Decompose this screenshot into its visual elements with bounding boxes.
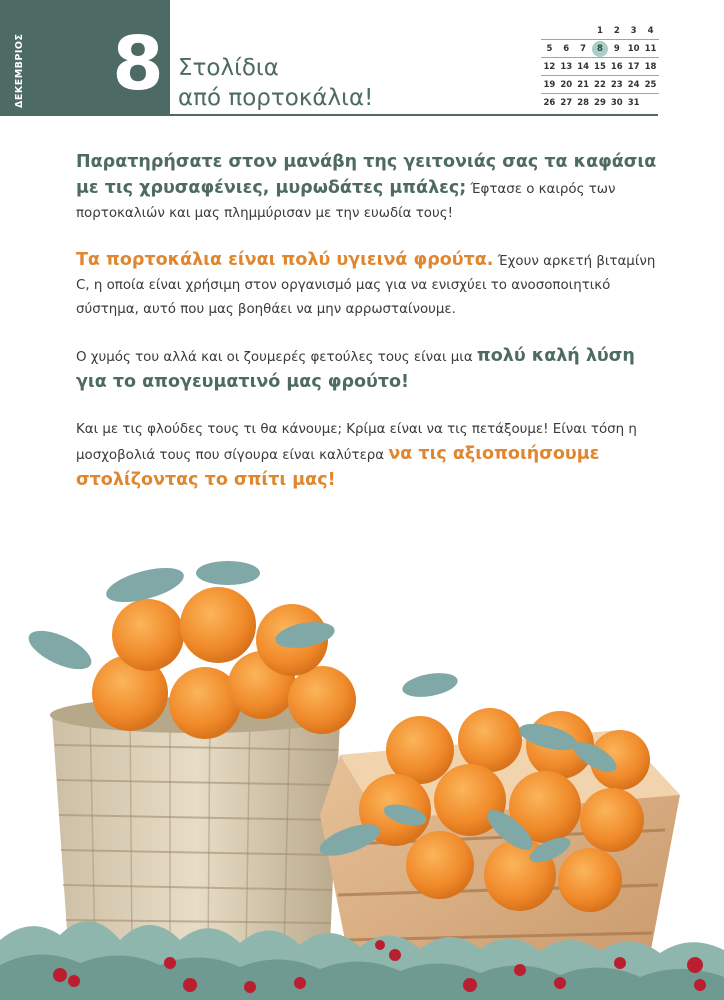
title-line-2: από πορτοκάλια! bbox=[178, 85, 374, 111]
calendar-day: 23 bbox=[608, 76, 625, 94]
calendar-day: 17 bbox=[625, 58, 642, 76]
calendar-day: 4 bbox=[642, 22, 659, 40]
paragraph-2-highlight: Τα πορτοκάλια είναι πολύ υγιεινά φρούτα. bbox=[76, 250, 494, 270]
basket-oranges bbox=[92, 587, 356, 739]
header-band bbox=[0, 0, 170, 116]
calendar-day: 31 bbox=[627, 97, 640, 108]
calendar-day: 27 bbox=[560, 97, 573, 108]
paragraph-2-text: Έχουν αρκετή βιταμίνη C, η οποία είναι χρήσιμη στον οργανισμό μας για να ενισχύει το ανοσοποιητικό σύστημα, αυτό που μας βοηθάει να μην αρρωσταίνουμε. bbox=[76, 254, 656, 317]
day-number: 8 bbox=[112, 21, 164, 107]
calendar-day: 28 bbox=[577, 97, 590, 108]
calendar-day: 8 bbox=[592, 40, 609, 58]
calendar-day: 11 bbox=[642, 40, 659, 58]
paragraph-4 bbox=[76, 418, 666, 494]
calendar-day: 25 bbox=[642, 76, 659, 94]
calendar-day: 14 bbox=[575, 58, 592, 76]
calendar-day bbox=[575, 22, 592, 40]
calendar-day: 2 bbox=[608, 22, 625, 40]
calendar-day: 29 bbox=[594, 97, 606, 108]
calendar-day bbox=[558, 22, 575, 40]
calendar-day: 24 bbox=[625, 76, 642, 94]
calendar-day: 16 bbox=[608, 58, 625, 76]
month-calendar bbox=[541, 22, 659, 111]
paragraph-4-text: Και με τις φλούδες τους τι θα κάνουμε; Κρίμα είναι να τις πετάξουμε! Είναι τόση η μοσχοβολιά τους που σίγουρα είναι καλύτερα bbox=[76, 422, 637, 463]
calendar-day: 18 bbox=[642, 58, 659, 76]
calendar-day: 21 bbox=[575, 76, 592, 94]
calendar-day: 5 bbox=[541, 40, 558, 58]
calendar-week bbox=[541, 76, 659, 94]
calendar-day: 12 bbox=[541, 58, 558, 76]
calendar-day: 20 bbox=[558, 76, 575, 94]
calendar-day: 10 bbox=[625, 40, 642, 58]
calendar-day: 26 bbox=[543, 97, 556, 108]
paragraph-3-text: Ο χυμός του αλλά και οι ζουμερές φετούλες τους είναι μια bbox=[76, 350, 477, 365]
oranges-illustration bbox=[0, 545, 724, 1000]
page-title bbox=[178, 53, 478, 113]
calendar-week bbox=[541, 94, 659, 112]
calendar-day: 13 bbox=[558, 58, 575, 76]
paragraph-3-highlight: πολύ καλή λύση για το απογευματινό μας φρούτο! bbox=[76, 346, 635, 392]
calendar-day bbox=[541, 22, 558, 40]
paragraph-1 bbox=[76, 150, 666, 226]
month-label: ΔΕΚΕΜΒΡΙΟΣ bbox=[14, 33, 25, 108]
calendar-day: 19 bbox=[541, 76, 558, 94]
calendar-week bbox=[541, 22, 659, 40]
paragraph-2 bbox=[76, 248, 666, 322]
paragraph-4-highlight: να τις αξιοποιήσουμε στολίζοντας το σπίτι μας! bbox=[76, 444, 600, 490]
calendar-day: 3 bbox=[625, 22, 642, 40]
calendar-day: 30 bbox=[610, 97, 623, 108]
calendar-day: 22 bbox=[592, 76, 609, 94]
article-body bbox=[76, 150, 666, 516]
paragraph-1-text: Έφτασε ο καιρός των πορτοκαλιών και μας πλημμύρισαν με την ευωδία τους! bbox=[76, 182, 616, 221]
calendar-day bbox=[642, 94, 659, 112]
calendar-day: 1 bbox=[592, 22, 609, 40]
calendar-day: 15 bbox=[592, 58, 609, 76]
paragraph-3 bbox=[76, 344, 666, 396]
calendar-week bbox=[541, 40, 659, 58]
calendar-day: 9 bbox=[608, 40, 625, 58]
calendar-day: 6 bbox=[558, 40, 575, 58]
title-line-1: Στολίδια bbox=[178, 55, 279, 81]
calendar-day: 7 bbox=[575, 40, 592, 58]
header-divider bbox=[170, 114, 658, 116]
calendar-week bbox=[541, 58, 659, 76]
paragraph-1-highlight: Παρατηρήσατε στον μανάβη της γειτονιάς σας τα καφάσια με τις χρυσαφένιες, μυρωδάτες μπάλες; bbox=[76, 152, 657, 198]
